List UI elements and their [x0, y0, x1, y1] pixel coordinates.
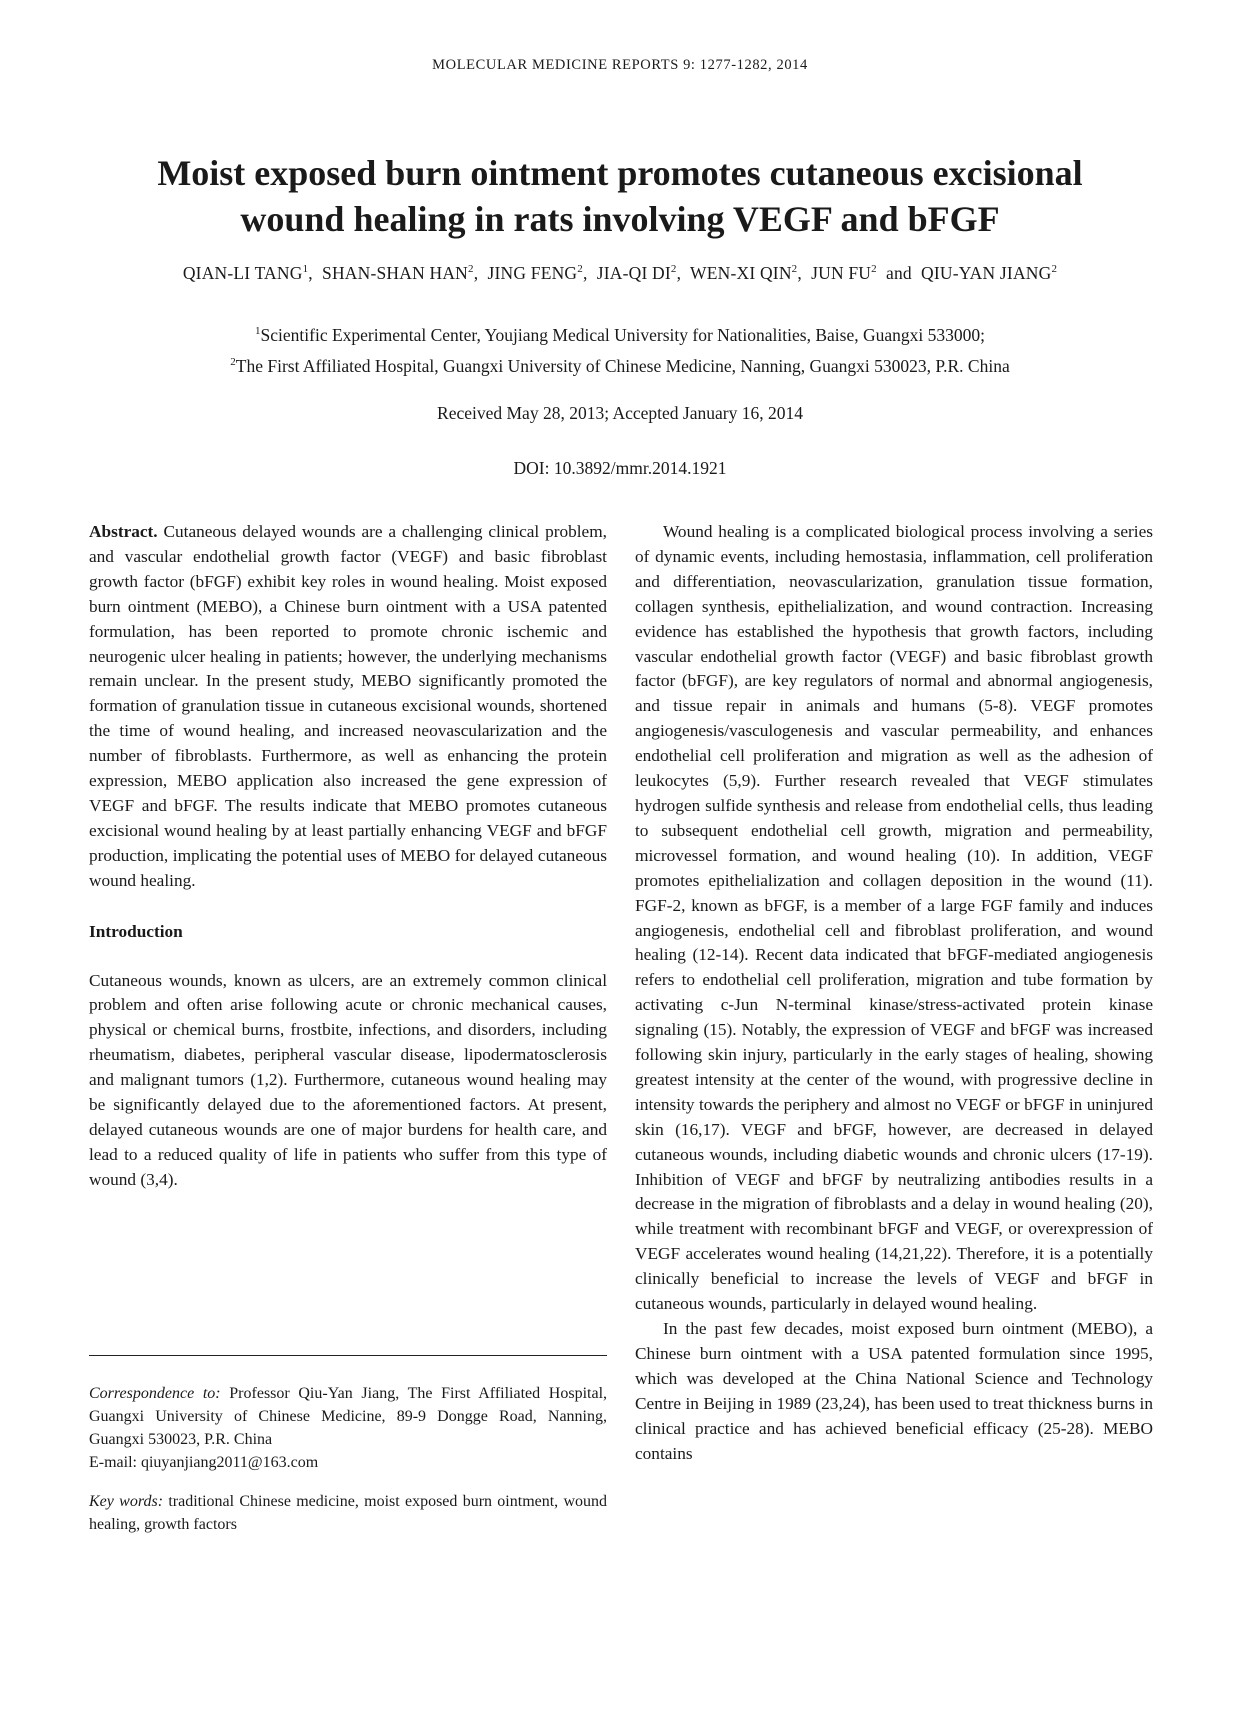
- author: JING FENG$^2$,: [487, 263, 597, 283]
- right-column: [635, 520, 1153, 1466]
- footnotes: [89, 1382, 607, 1536]
- author-list: [60, 263, 1180, 284]
- running-head: MOLECULAR MEDICINE REPORTS 9: 1277-1282, 2014: [432, 57, 808, 73]
- affiliation-2: $^2$The First Affiliated Hospital, Guangxi University of Chinese Medicine, Nanning, Guangxi 530023, P.R. China: [230, 355, 1010, 376]
- correspondence: Correspondence to: Professor Qiu-Yan Jiang, The First Affiliated Hospital, Guangxi University of Chinese Medicine, 89-9 Dongge Road, Nanning, Guangxi 530023, P.R. China: [89, 1385, 608, 1448]
- affiliation-1: $^1$Scientific Experimental Center, Youjiang Medical University for Nationalities, Baise, Guangxi 533000;: [255, 324, 985, 345]
- author: QIAN-LI TANG$^1$,: [182, 263, 323, 283]
- author: WEN-XI QIN$^2$,: [690, 263, 812, 283]
- introduction-paragraph: Cutaneous wounds, known as ulcers, are an extremely common clinical problem and often arise following acute or chronic mechanical causes, physical or chemical burns, frostbite, infections, and disorders, including rheumatism, diabetes, peripheral vascular disease, lipodermatosclerosis and malignant tumors (1,2). Furthermore, cutaneous wound healing may be significantly delayed due to the aforementioned factors. At present, delayed cutaneous wounds are one of major burdens for health care, and lead to a reduced quality of life in patients who suffer from this type of wound (3,4).: [89, 970, 607, 1189]
- body-paragraph-1: Wound healing is a complicated biological process involving a series of dynamic events, including hemostasia, inflammation, cell proliferation and differentiation, neovascularization, granulation tissue formation, collagen synthesis, epithelialization, and wound contraction. Increasing evidence has established the hypothesis that growth factors, including vascular endothelial growth factor (VEGF) and basic fibroblast growth factor (bFGF), are key regulators of normal and abnormal angiogenesis, and tissue repair in animals and humans (5-8). VEGF promotes angiogenesis/vasculogenesis and vascular permeability, and enhances endothelial cell proliferation and migration as well as the adhesion of leukocytes (5,9). Further research revealed that VEGF stimulates hydrogen sulfide synthesis and release from endothelial cells, thus leading to subsequent endothelial cell growth, migration and permeability, microvessel formation, and wound healing (10). In addition, VEGF promotes epithelialization and collagen deposition in the wound (11). FGF-2, known as bFGF, is a member of a large FGF family and induces angiogenesis, endothelial cell and fibroblast proliferation, and wound healing (12-14). Recent data indicated that bFGF-mediated angiogenesis refers to endothelial cell proliferation, migration and tube formation by activating c-Jun N-terminal kinase/stress-activated protein kinase signaling (15). Notably, the expression of VEGF and bFGF was increased following skin injury, particularly in the early stages of healing, showing greatest intensity at the center of the wound, with progressive decline in intensity towards the periphery and almost no VEGF or bFGF in uninjured skin (16,17). VEGF and bFGF, however, are decreased in delayed cutaneous wounds, including diabetic wounds and chronic ulcers (17-19). Inhibition of VEGF and bFGF by neutralizing antibodies results in a decrease in the migration of fibroblasts and a delay in wound healing (20), while treatment with recombinant bFGF and VEGF, or overexpression of VEGF accelerates wound healing (14,21,22). Therefore, it is a potentially clinically beneficial to increase the levels of VEGF and bFGF in cutaneous wounds, particularly in delayed wound healing.: [635, 522, 1153, 1314]
- author: JIA-QI $DI^2$,: [596, 263, 691, 283]
- abstract-text: Cutaneous delayed wounds are a challenging clinical problem, and vascular endothelial growth factor (VEGF) and basic fibroblast growth factor (bFGF) exhibit key roles in wound healing. Moist exposed burn ointment (MEBO), a Chinese burn ointment with a USA patented formulation, has been reported to promote chronic ischemic and neurogenic ulcer healing in patients; however, the underlying mechanisms remain unclear. In the present study, MEBO significantly promoted the formation of granulation tissue in cutaneous excisional wounds, shortened the time of wound healing, and increased neovascularization and the number of fibroblasts. Furthermore, as well as enhancing the protein expression, MEBO application also increased the gene expression of VEGF and bFGF. The results indicate that MEBO promotes cutaneous excisional wound healing by at least partially enhancing VEGF and bFGF production, implicating the potential uses of MEBO for delayed cutaneous wound healing.: [89, 522, 607, 890]
- footnote-divider: [89, 1355, 607, 1356]
- received-dates: Received May 28, 2013; Accepted January 16, 2014: [437, 403, 803, 423]
- doi: DOI: 10.3892/mmr.2014.1921: [513, 458, 727, 478]
- abstract-label: Abstract.: [89, 522, 158, 541]
- keywords: Key words: traditional Chinese medicine, moist exposed burn ointment, wound healing, growth factors: [89, 1493, 608, 1533]
- body-paragraph-2: In the past few decades, moist exposed burn ointment (MEBO), a Chinese burn ointment with a USA patented formulation since 1995, which was developed at the China National Science and Technology Centre in Beijing in 1989 (23,24), has been used to treat thickness burns in clinical practice and has achieved beneficial efficacy (25-28). MEBO contains: [635, 1319, 1153, 1463]
- title-line-2: wound healing in rats involving VEGF and bFGF: [240, 199, 1000, 239]
- paper-title: [100, 150, 1140, 242]
- author: JUN $FU^2$ and: [811, 263, 922, 283]
- abstract: [89, 520, 607, 894]
- author: SHAN-SHAN HAN$^2$,: [322, 263, 488, 283]
- author: QIU-YAN JIANG$^2$: [921, 263, 1058, 283]
- email: E-mail: qiuyanjiang2011@163.com: [89, 1454, 319, 1471]
- affiliations: [80, 318, 1160, 380]
- title-line-1: Moist exposed burn ointment promotes cutaneous excisional: [157, 153, 1083, 193]
- introduction-heading: Introduction: [89, 921, 183, 941]
- left-column: [89, 520, 607, 1193]
